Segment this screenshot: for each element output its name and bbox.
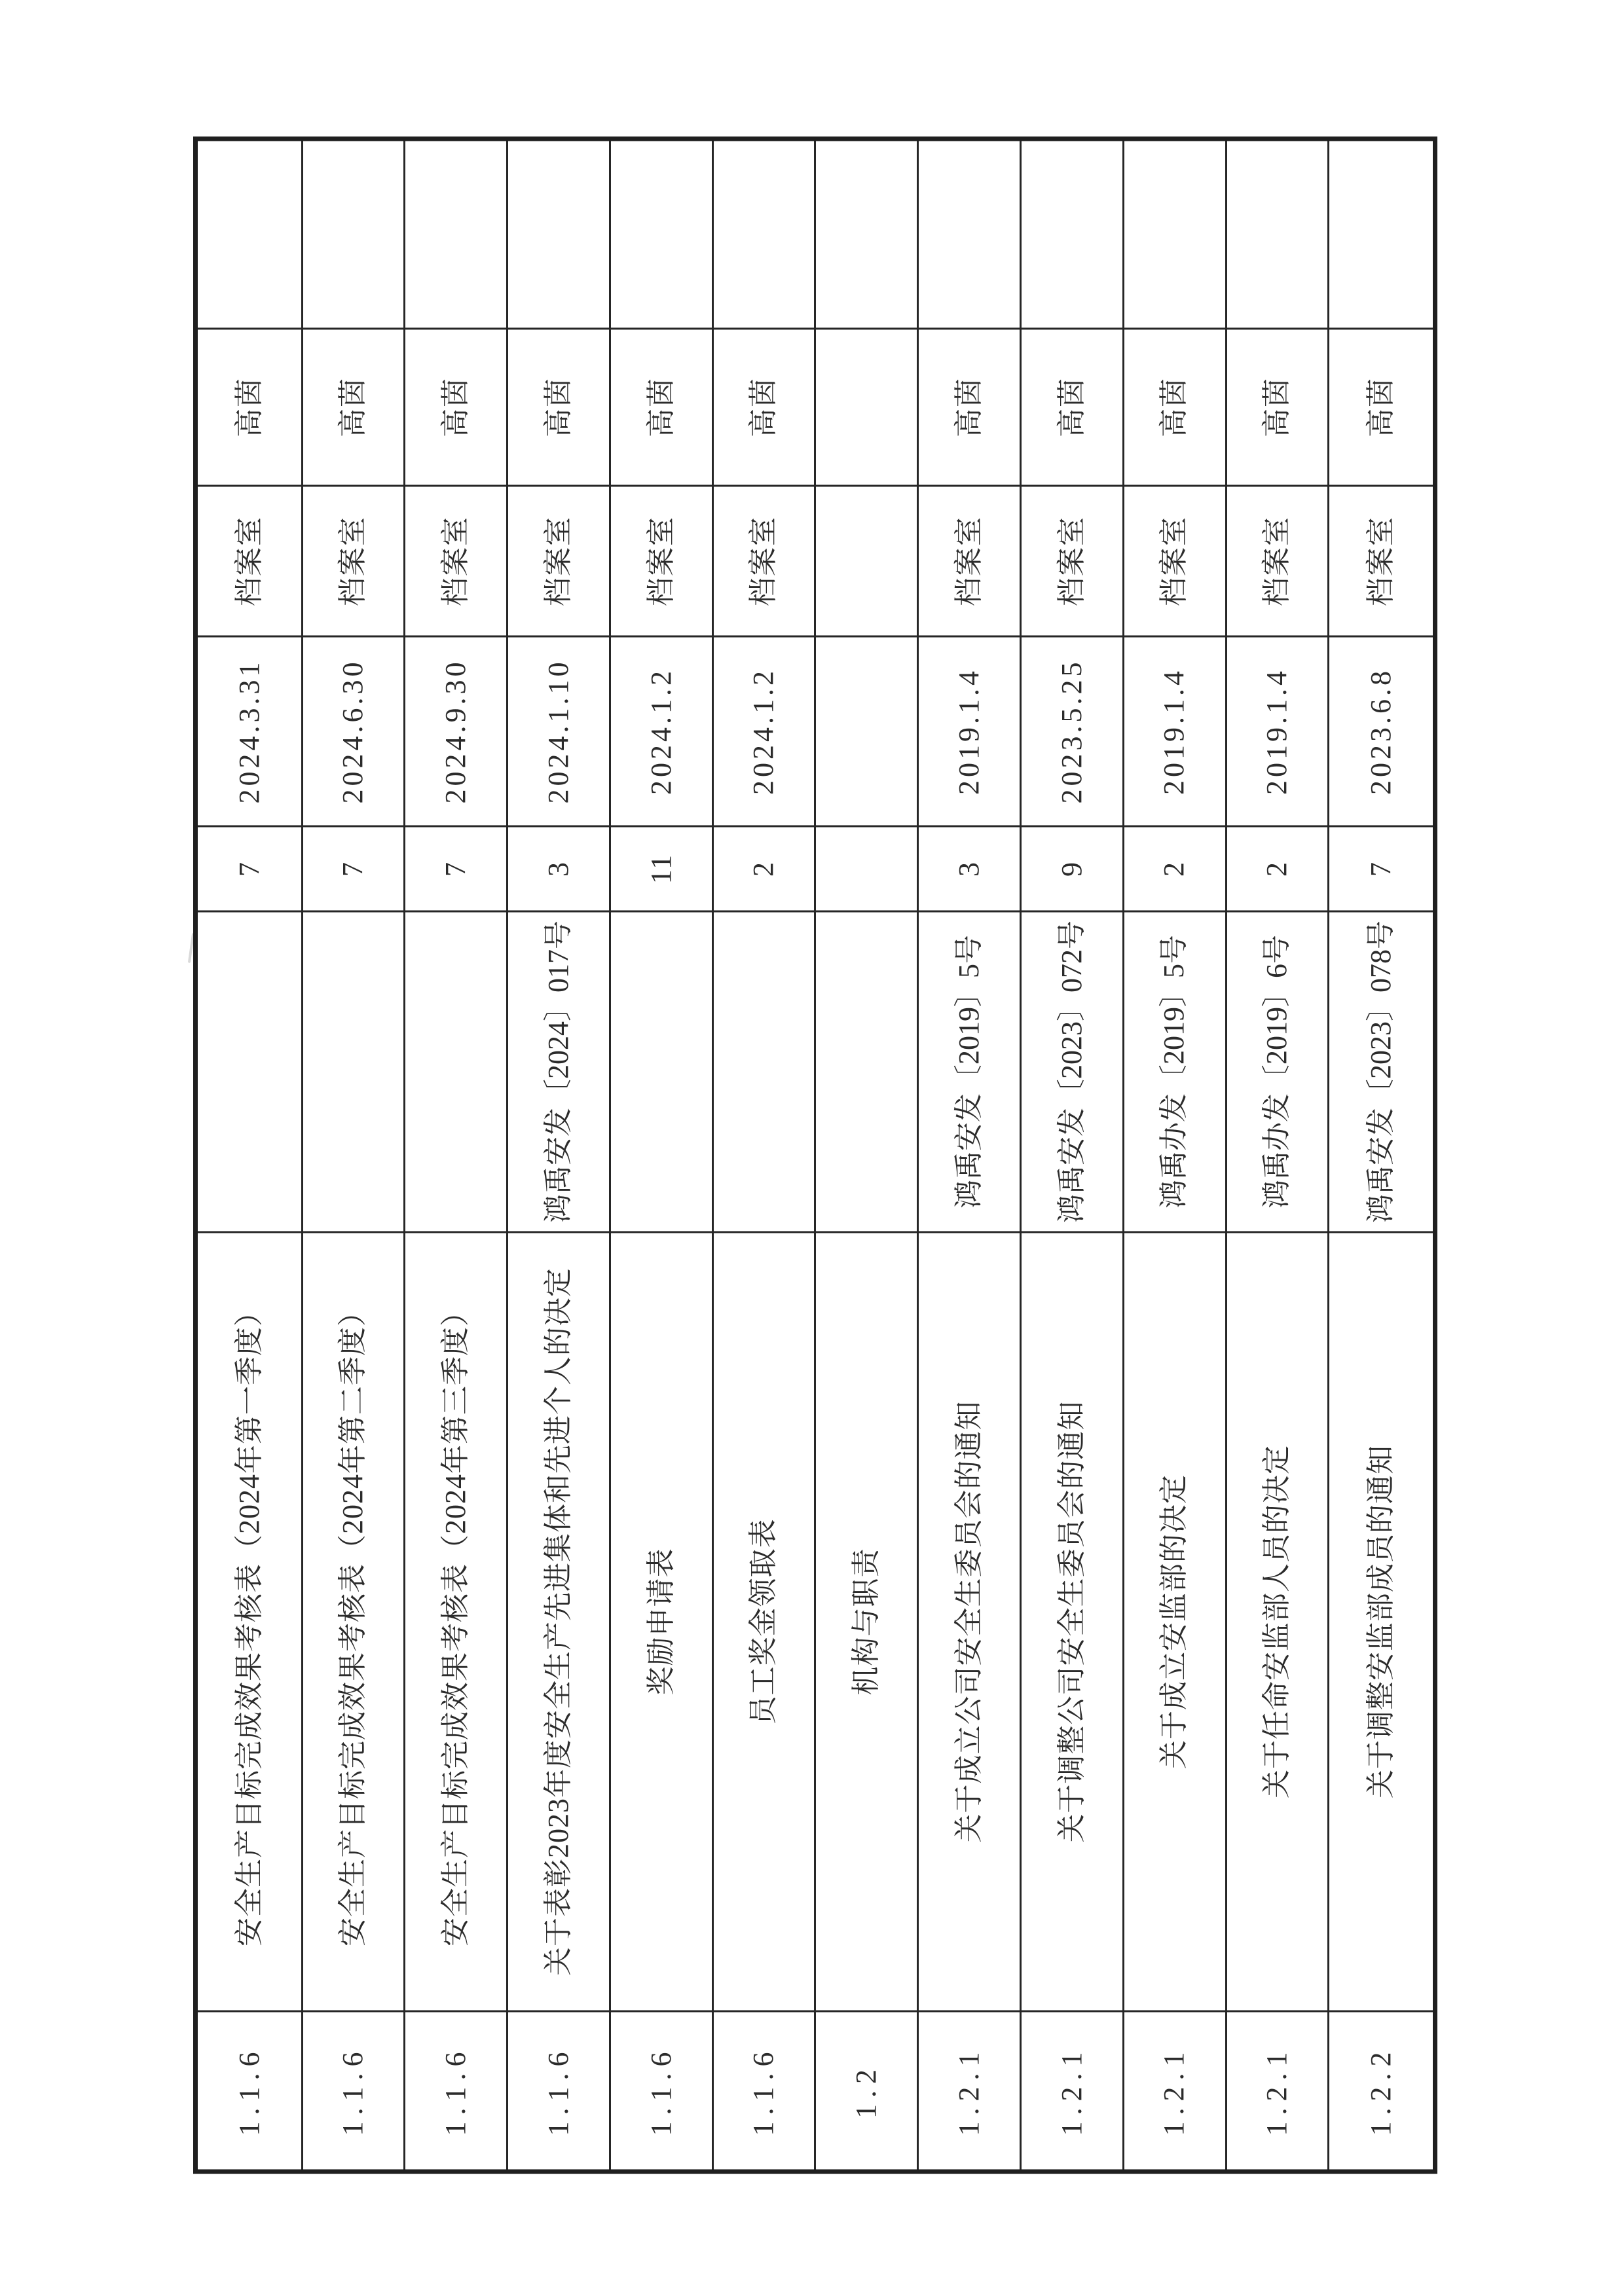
- cell-doc-no: [196, 911, 303, 1232]
- cell-remark: [196, 139, 303, 329]
- cell-date: 2019.1.4: [918, 636, 1021, 826]
- cell-serial: 1.1.6: [405, 2011, 507, 2172]
- cell-doc-no: 鸿禹安发〔2024〕017号: [507, 911, 610, 1232]
- cell-location: 档案室: [302, 486, 405, 636]
- cell-title: 关于调整安监部成员的通知: [1329, 1232, 1435, 2011]
- cell-location: 档案室: [1020, 486, 1123, 636]
- cell-pages: 2: [712, 826, 815, 911]
- cell-serial: 1.2.1: [918, 2011, 1021, 2172]
- table-row: [302, 139, 405, 2172]
- table-row: [610, 139, 712, 2172]
- cell-location: 档案室: [1123, 486, 1226, 636]
- cell-date: 2024.1.2: [610, 636, 712, 826]
- cell-serial: 1.2.1: [1020, 2011, 1123, 2172]
- rotated-table-area: [193, 141, 1437, 2174]
- cell-date: 2023.5.25: [1020, 636, 1123, 826]
- table-row: [405, 139, 507, 2172]
- cell-remark: [712, 139, 815, 329]
- cell-doc-no: [405, 911, 507, 1232]
- cell-title: 机构与职责: [815, 1232, 918, 2011]
- cell-location: 档案室: [918, 486, 1021, 636]
- cell-pages: 7: [1329, 826, 1435, 911]
- cell-pages: 2: [1123, 826, 1226, 911]
- cell-handler: 高茵: [302, 329, 405, 486]
- cell-handler: [815, 329, 918, 486]
- cell-pages: [815, 826, 918, 911]
- cell-doc-no: [302, 911, 405, 1232]
- cell-remark: [1020, 139, 1123, 329]
- cell-title: 安全生产目标完成效果考核表（2024年第二季度）: [302, 1232, 405, 2011]
- cell-pages: 7: [196, 826, 303, 911]
- cell-doc-no: 鸿禹办发〔2019〕6号: [1226, 911, 1329, 1232]
- cell-handler: 高茵: [610, 329, 712, 486]
- cell-serial: 1.1.6: [610, 2011, 712, 2172]
- cell-handler: 高茵: [1020, 329, 1123, 486]
- cell-serial: 1.2.2: [1329, 2011, 1435, 2172]
- cell-handler: 高茵: [918, 329, 1021, 486]
- cell-pages: 3: [507, 826, 610, 911]
- cell-serial: 1.1.6: [196, 2011, 303, 2172]
- cell-remark: [815, 139, 918, 329]
- cell-location: [815, 486, 918, 636]
- table-row: [1226, 139, 1329, 2172]
- cell-handler: 高茵: [1123, 329, 1226, 486]
- cell-date: 2024.1.2: [712, 636, 815, 826]
- cell-date: [815, 636, 918, 826]
- table-row: [196, 139, 303, 2172]
- cell-title: 关于表彰2023年度安全生产先进集体和先进个人的决定: [507, 1232, 610, 2011]
- cell-remark: [405, 139, 507, 329]
- cell-serial: 1.1.6: [302, 2011, 405, 2172]
- cell-title: 安全生产目标完成效果考核表（2024年第三季度）: [405, 1232, 507, 2011]
- cell-location: 档案室: [1226, 486, 1329, 636]
- cell-title: 关于成立安监部的决定: [1123, 1232, 1226, 2011]
- cell-serial: 1.2: [815, 2011, 918, 2172]
- cell-serial: 1.2.1: [1123, 2011, 1226, 2172]
- cell-doc-no: 鸿禹安发〔2019〕5号: [918, 911, 1021, 1232]
- cell-location: 档案室: [405, 486, 507, 636]
- cell-pages: 11: [610, 826, 712, 911]
- cell-date: 2019.1.4: [1123, 636, 1226, 826]
- cell-handler: 高茵: [1329, 329, 1435, 486]
- cell-doc-no: [610, 911, 712, 1232]
- cell-location: 档案室: [1329, 486, 1435, 636]
- cell-handler: 高茵: [507, 329, 610, 486]
- cell-serial: 1.2.1: [1226, 2011, 1329, 2172]
- cell-handler: 高茵: [1226, 329, 1329, 486]
- cell-location: 档案室: [507, 486, 610, 636]
- table-row: [815, 139, 918, 2172]
- table-row: [507, 139, 610, 2172]
- cell-remark: [302, 139, 405, 329]
- cell-title: 关于任命安监部人员的决定: [1226, 1232, 1329, 2011]
- cell-pages: 2: [1226, 826, 1329, 911]
- cell-date: 2019.1.4: [1226, 636, 1329, 826]
- cell-date: 2024.3.31: [196, 636, 303, 826]
- cell-date: 2024.1.10: [507, 636, 610, 826]
- cell-serial: 1.1.6: [507, 2011, 610, 2172]
- cell-pages: 7: [302, 826, 405, 911]
- cell-doc-no: 鸿禹办发〔2019〕5号: [1123, 911, 1226, 1232]
- cell-doc-no: [712, 911, 815, 1232]
- cell-remark: [918, 139, 1021, 329]
- cell-date: 2024.6.30: [302, 636, 405, 826]
- cell-date: 2024.9.30: [405, 636, 507, 826]
- table-row: [918, 139, 1021, 2172]
- cell-handler: 高茵: [712, 329, 815, 486]
- cell-handler: 高茵: [196, 329, 303, 486]
- cell-pages: 9: [1020, 826, 1123, 911]
- cell-location: 档案室: [712, 486, 815, 636]
- cell-remark: [507, 139, 610, 329]
- cell-title: 关于调整公司安全生委员会的通知: [1020, 1232, 1123, 2011]
- cell-location: 档案室: [610, 486, 712, 636]
- cell-title: 员工奖金领取表: [712, 1232, 815, 2011]
- cell-remark: [1123, 139, 1226, 329]
- cell-location: 档案室: [196, 486, 303, 636]
- cell-handler: 高茵: [405, 329, 507, 486]
- cell-doc-no: [815, 911, 918, 1232]
- cell-remark: [1226, 139, 1329, 329]
- cell-pages: 3: [918, 826, 1021, 911]
- archive-inventory-table: [193, 136, 1437, 2174]
- cell-date: 2023.6.8: [1329, 636, 1435, 826]
- table-row: [1020, 139, 1123, 2172]
- cell-doc-no: 鸿禹安发〔2023〕072号: [1020, 911, 1123, 1232]
- cell-doc-no: 鸿禹安发〔2023〕078号: [1329, 911, 1435, 1232]
- rotated-table-inner: [193, 141, 1437, 2174]
- cell-title: 关于成立公司安全生委员会的通知: [918, 1232, 1021, 2011]
- cell-remark: [1329, 139, 1435, 329]
- table-row: [1123, 139, 1226, 2172]
- table-row: [1329, 139, 1435, 2172]
- cell-title: 安全生产目标完成效果考核表（2024年第一季度）: [196, 1232, 303, 2011]
- cell-title: 奖励申请表: [610, 1232, 712, 2011]
- table-row: [712, 139, 815, 2172]
- cell-pages: 7: [405, 826, 507, 911]
- cell-serial: 1.1.6: [712, 2011, 815, 2172]
- cell-remark: [610, 139, 712, 329]
